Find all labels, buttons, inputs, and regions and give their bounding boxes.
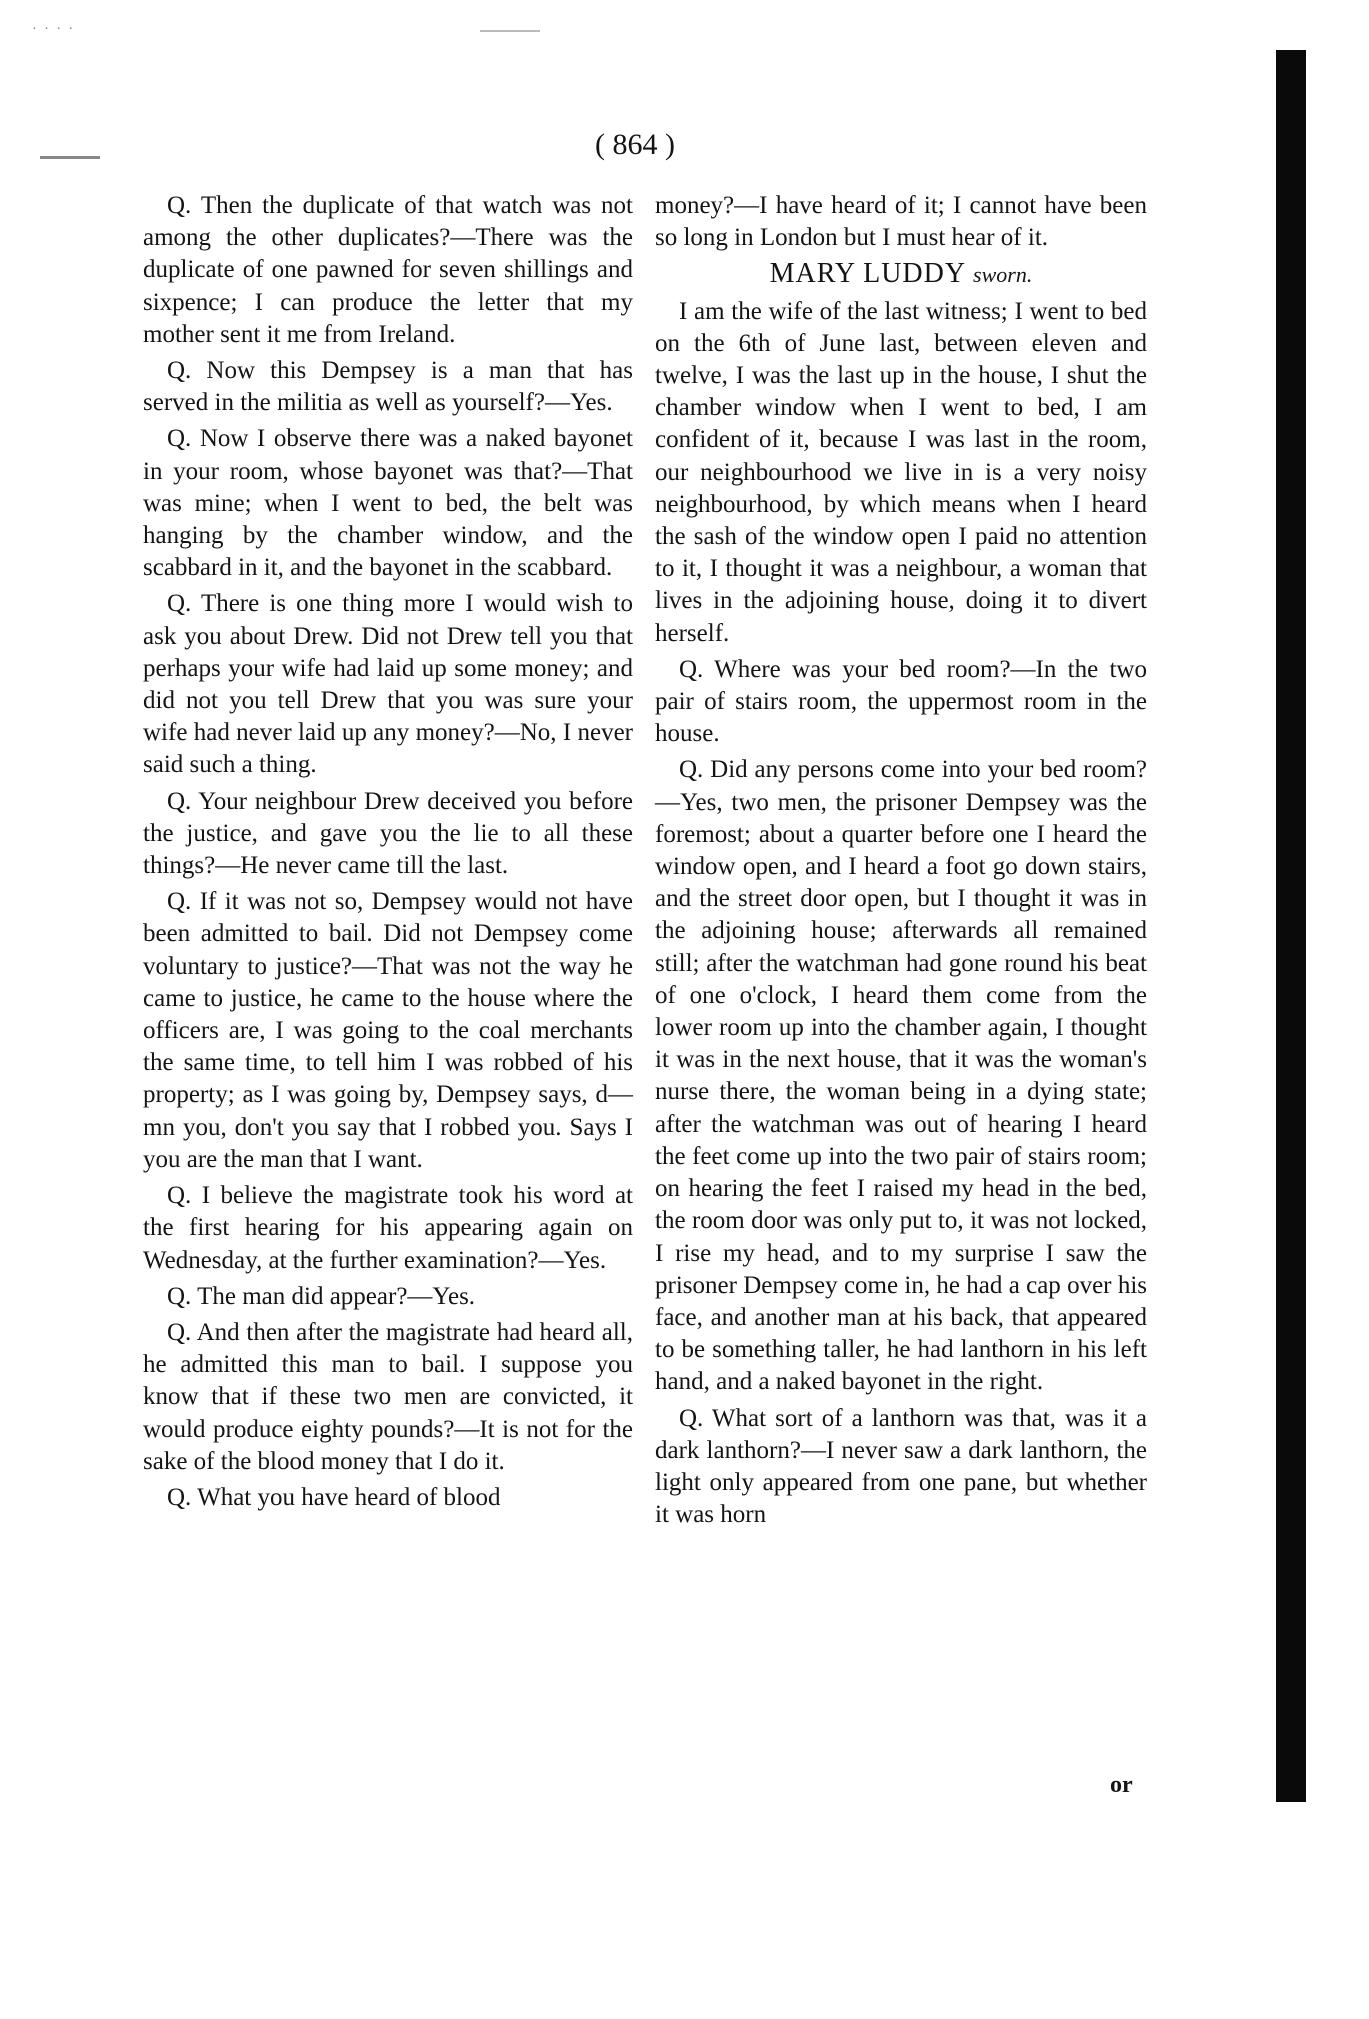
paragraph: Q. Did any persons come into your bed room?—Yes, two men, the prisoner Dempsey was the foremost; about a quarter before one I heard the window open, and I heard a foot go down stairs, and the street door open, but I thought it was in the adjoining house; afterwards all remained still; after the watchman had gone round his beat of one o'clock, I heard them come from the lower room up into the chamber again, I thought it was in the next house, that it was the woman's nurse there, the woman being in a dying state; after the watchman was out of hearing I heard the feet come up into the two pair of stairs room; on hearing the feet I raised my head in the bed, the room door was only put to, it was not locked, I rise my head, and to my surprise I saw the prisoner Dempsey come in, he had a cap over his face, and another man at his back, that appeared to be something taller, he had lanthorn in his left hand, and a naked bayonet in the right. xyxy=(655,756,1147,1396)
paragraph: I am the wife of the last witness; I went to bed on the 6th of June last, between eleven and twelve, I was the last up in the house, I shut the chamber window when I went to bed, I am confident of it, because I was last in the room, our neighbourhood we live in is a very noisy neighbourhood, by which means when I heard the sash of the window open I paid no attention to it, I thought it was a neighbour, a woman that lives in the adjoining house, doing it to divert herself. xyxy=(655,297,1147,647)
paragraph: Q. If it was not so, Dempsey would not have been admitted to bail. Did not Dempsey come voluntary to justice?—That was not the way he came to justice, he came to the house where the officers are, I was going to the coal merchants the same time, to tell him I was robbed of his property; as I was going by, Dempsey says, d—mn you, don't you say that I robbed you. Says I you are the man that I want. xyxy=(143,888,633,1173)
paragraph: Q. The man did appear?—Yes. xyxy=(167,1282,476,1310)
paragraph: Q. I believe the magistrate took his word at the first hearing for his appearing again on Wednesday, at the further examination?—Yes. xyxy=(143,1182,633,1274)
scan-speckle: · · · · xyxy=(32,22,76,37)
paragraph: money?—I have heard of it; I cannot have been so long in London but I must hear of it. xyxy=(655,192,1147,252)
page-number: ( 864 ) xyxy=(595,128,675,161)
paragraph: Q. Then the duplicate of that watch was not among the other duplicates?—There was the duplicate of one pawned for seven shillings and sixpence; I can produce the letter that my mother sent it me from Ireland. xyxy=(143,192,633,348)
binding-shadow xyxy=(1276,50,1306,1802)
paragraph: Q. Now this Dempsey is a man that has served in the militia as well as yourself?—Yes. xyxy=(143,357,633,417)
paragraph: Q. There is one thing more I would wish to ask you about Drew. Did not Drew tell you that perhaps your wife had laid up some money; and did not you tell Drew that you was sure your wife had never laid up any money?—No, I never said such a thing. xyxy=(143,590,633,779)
witness-heading xyxy=(655,258,1147,291)
margin-mark xyxy=(40,156,100,159)
paragraph: Q. Your neighbour Drew deceived you before the justice, and gave you the lie to all these things?—He never came till the last. xyxy=(143,787,633,880)
paragraph: Q. What sort of a lanthorn was that, was it a dark lanthorn?—I never saw a dark lanthorn, the light only appeared from one pane, but whether it was horn xyxy=(655,1404,1147,1529)
top-rule xyxy=(480,30,540,32)
left-column xyxy=(143,190,633,1518)
paragraph: Q. What you have heard of blood xyxy=(167,1483,501,1511)
witness-name: MARY LUDDY xyxy=(769,258,966,290)
paragraph: Q. Now I observe there was a naked bayonet in your room, whose bayonet was that?—That was mine; when I went to bed, the belt was hanging by the chamber window, and the scabbard in it, and the bayonet in the scabbard. xyxy=(143,425,633,582)
paragraph: Q. And then after the magistrate had heard all, he admitted this man to bail. I suppose you know that if these two men are convicted, it would produce eighty pounds?—It is not for the sake of the blood money that I do it. xyxy=(143,1318,633,1475)
catchword: or xyxy=(1110,1772,1133,1798)
right-column xyxy=(655,190,1147,1535)
paragraph: Q. Where was your bed room?—In the two pair of stairs room, the uppermost room in the house. xyxy=(655,655,1147,748)
sworn-label: sworn. xyxy=(973,262,1033,288)
